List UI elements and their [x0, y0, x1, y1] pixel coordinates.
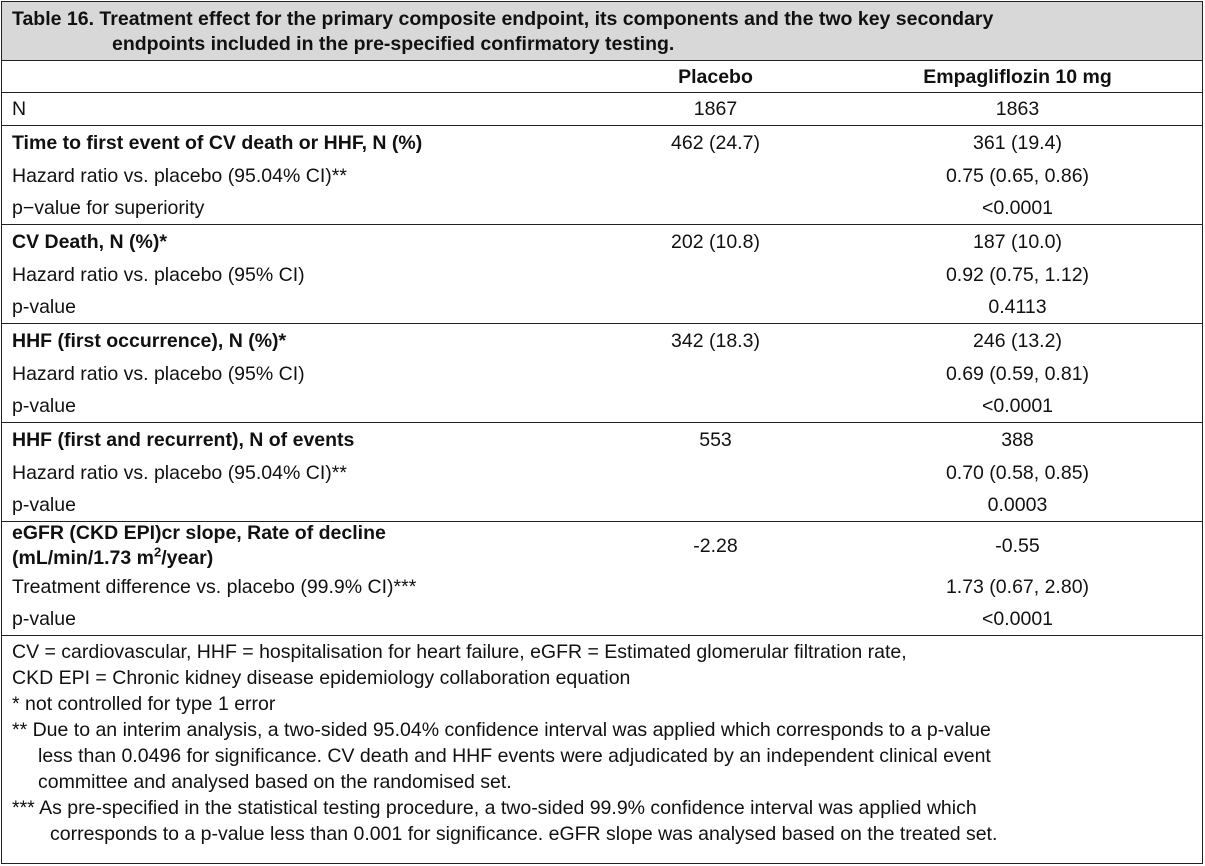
- egfr-label-superscript: 2: [153, 544, 162, 560]
- table-footnotes: [2, 636, 1202, 847]
- row-empagliflozin-value: 0.92 (0.75, 1.12): [945, 263, 1090, 286]
- row-placebo-value: -2.28: [693, 535, 738, 557]
- egfr-label-line2-post: /year): [161, 547, 214, 569]
- table-row: [2, 126, 1202, 159]
- footnote-abbrev-2: CKD EPI = Chronic kidney disease epidemiology collaboration equation: [12, 667, 631, 689]
- footnote-star-3-line2: corresponds to a p-value less than 0.001 for significance. eGFR slope was analysed based on the treated set.: [50, 823, 998, 845]
- row-empagliflozin-value: 0.69 (0.59, 0.81): [945, 362, 1090, 385]
- row-label: Treatment difference vs. placebo (99.9% CI)***: [12, 575, 417, 598]
- row-empagliflozin-value: 0.70 (0.58, 0.85): [945, 461, 1090, 484]
- footnote-star-2-line3: committee and analysed based on the randomised set.: [38, 771, 512, 793]
- table-row: [2, 225, 1202, 258]
- table-row: [2, 192, 1202, 225]
- row-empagliflozin-value: 0.0003: [987, 494, 1048, 516]
- results-table: [1, 1, 1203, 864]
- row-empagliflozin-value: 0.75 (0.65, 0.86): [945, 164, 1090, 187]
- row-empagliflozin-value: 246 (13.2): [973, 329, 1062, 352]
- header-col-empagliflozin: Empagliflozin 10 mg: [923, 65, 1112, 88]
- table-body-egfr: [2, 570, 1202, 636]
- row-label: p-value: [12, 395, 76, 417]
- footnote-abbrev-1: CV = cardiovascular, HHF = hospitalisation for heart failure, eGFR = Estimated glomerular filtration rate,: [12, 641, 907, 663]
- row-label: Hazard ratio vs. placebo (95% CI): [12, 263, 305, 286]
- row-placebo-value: 462 (24.7): [671, 131, 760, 154]
- row-label: Time to first event of CV death or HHF, N (%): [12, 131, 423, 154]
- table-row: [2, 291, 1202, 324]
- row-label: Hazard ratio vs. placebo (95.04% CI)**: [12, 461, 347, 484]
- table-row: [2, 570, 1202, 603]
- row-placebo-value: 553: [699, 428, 732, 451]
- table-row: [2, 456, 1202, 489]
- row-label: Hazard ratio vs. placebo (95% CI): [12, 362, 305, 385]
- row-placebo-value: 202 (10.8): [671, 230, 760, 253]
- row-placebo-value: 1867: [693, 98, 738, 120]
- row-empagliflozin-value: 361 (19.4): [973, 131, 1062, 154]
- table-title-line1: Table 16. Treatment effect for the primary composite endpoint, its components and the two key secondary: [12, 8, 994, 30]
- table-row: [2, 159, 1202, 192]
- row-label: CV Death, N (%)*: [12, 230, 167, 253]
- row-label: HHF (first and recurrent), N of events: [12, 428, 355, 451]
- row-empagliflozin-value: -0.55: [995, 535, 1040, 557]
- row-label: N: [12, 98, 27, 120]
- footnote-star-2-line1: ** Due to an interim analysis, a two-sided 95.04% confidence interval was applied which corresponds to a p-value: [12, 719, 991, 741]
- table-row: [2, 489, 1202, 522]
- row-empagliflozin-value: 1863: [995, 98, 1040, 120]
- header-col-placebo: Placebo: [678, 65, 753, 88]
- row-label: p-value: [12, 296, 76, 318]
- footnote-star-1: * not controlled for type 1 error: [12, 693, 276, 715]
- row-label: p-value: [12, 608, 76, 630]
- row-empagliflozin-value: 187 (10.0): [973, 230, 1062, 253]
- table-row: [2, 423, 1202, 456]
- row-empagliflozin-value: 388: [1001, 428, 1034, 451]
- row-label: p-value: [12, 494, 76, 516]
- row-placebo-value: 342 (18.3): [671, 329, 760, 352]
- table-row: [2, 603, 1202, 636]
- table-row: [2, 258, 1202, 291]
- row-label: [2, 521, 598, 571]
- table-title-line2: endpoints included in the pre-specified confirmatory testing.: [112, 33, 675, 55]
- egfr-label-line2-pre: (mL/min/1.73 m: [12, 547, 154, 569]
- row-empagliflozin-value: <0.0001: [981, 395, 1054, 417]
- footnote-star-2-line2: less than 0.0496 for significance. CV death and HHF events were adjudicated by an independent clinical event: [38, 745, 991, 767]
- row-empagliflozin-value: <0.0001: [981, 197, 1054, 219]
- table-title: [2, 2, 1202, 61]
- footnote-star-3-line1: *** As pre-specified in the statistical testing procedure, a two-sided 99.9% confidence interval was applied which: [12, 797, 977, 819]
- table-row: [2, 324, 1202, 357]
- row-label: HHF (first occurrence), N (%)*: [12, 329, 287, 352]
- table-row: [2, 93, 1202, 126]
- table-header-row: [2, 61, 1202, 93]
- row-label: p−value for superiority: [12, 197, 205, 219]
- table-body: [2, 93, 1202, 522]
- row-empagliflozin-value: 0.4113: [988, 296, 1047, 318]
- table-row: [2, 390, 1202, 423]
- table-row: [2, 357, 1202, 390]
- row-empagliflozin-value: 1.73 (0.67, 2.80): [945, 575, 1090, 598]
- egfr-label-line1: eGFR (CKD EPI)cr slope, Rate of decline: [12, 522, 386, 544]
- row-label: Hazard ratio vs. placebo (95.04% CI)**: [12, 164, 347, 187]
- row-empagliflozin-value: <0.0001: [981, 608, 1054, 630]
- table-row-egfr: [2, 522, 1202, 570]
